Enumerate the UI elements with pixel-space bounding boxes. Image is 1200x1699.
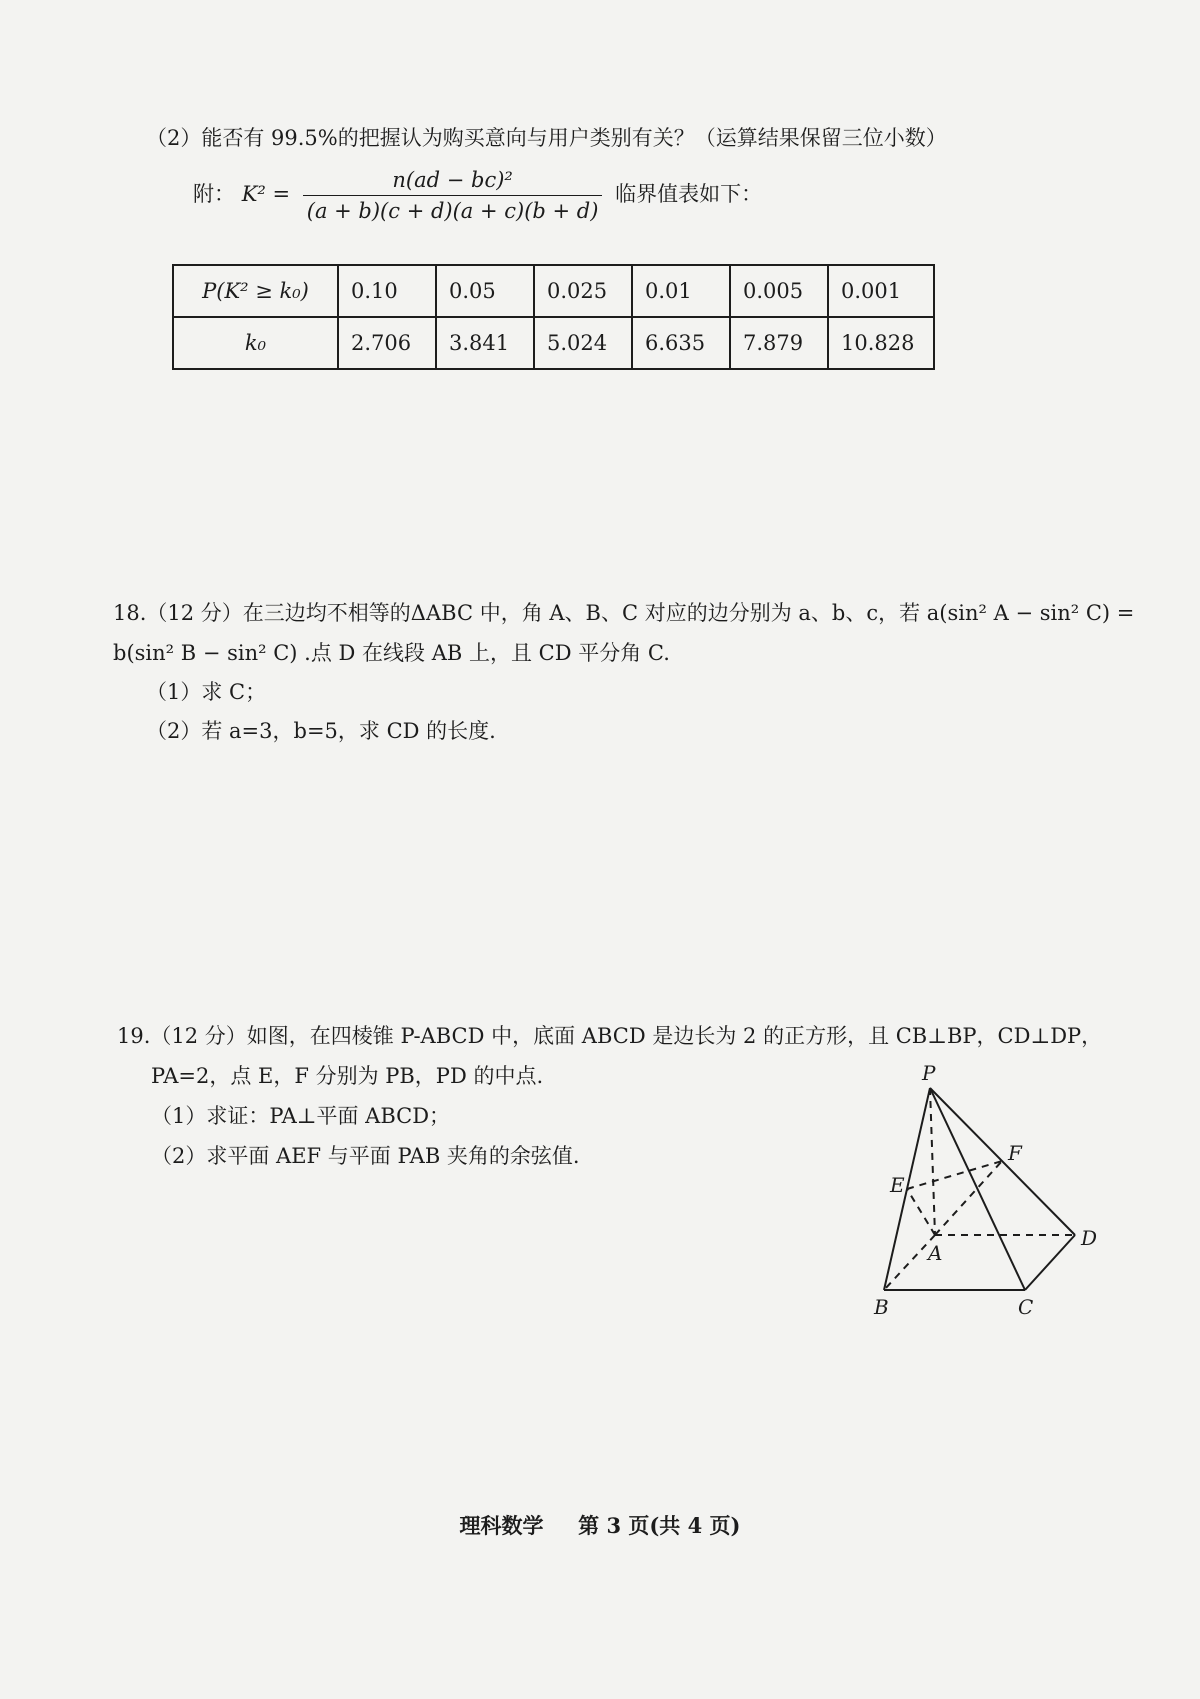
page-footer (0, 1510, 1200, 1540)
edge-CD (1025, 1235, 1075, 1290)
table-cell: 10.828 (828, 317, 934, 369)
appendix-suffix: 临界值表如下： (615, 182, 763, 206)
formula-lhs: K² = (241, 182, 291, 206)
q17-part2-text: （2）能否有 99.5%的把握认为购买意向与用户类别有关？（运算结果保留三位小数） (146, 126, 947, 150)
table-cell: 0.025 (534, 265, 632, 317)
table-cell: 0.001 (828, 265, 934, 317)
label-E: E (890, 1173, 905, 1197)
table-cell: 3.841 (436, 317, 534, 369)
label-A: A (928, 1241, 943, 1265)
edge-EF (907, 1161, 1002, 1189)
table-header-k0: k₀ (173, 317, 338, 369)
table-header-probability: P(K² ≥ k₀) (173, 265, 338, 317)
table-cell: 6.635 (632, 317, 730, 369)
label-D: D (1081, 1226, 1098, 1250)
label-B: B (874, 1295, 889, 1319)
label-P: P (922, 1061, 936, 1085)
edge-PC (930, 1088, 1025, 1290)
table-cell: 0.005 (730, 265, 828, 317)
table-cell: 2.706 (338, 317, 436, 369)
edge-PD (930, 1088, 1075, 1235)
footer-page-number: 第 3 页(共 4 页) (578, 1513, 741, 1538)
q18-part1: （1）求 C； (146, 680, 267, 704)
table-cell: 0.01 (632, 265, 730, 317)
table-cell: 0.10 (338, 265, 436, 317)
appendix-prefix: 附： (193, 182, 235, 206)
formula-denominator: (a + b)(c + d)(a + c)(b + d) (306, 199, 599, 223)
table-cell: 7.879 (730, 317, 828, 369)
table-cell: 5.024 (534, 317, 632, 369)
q18-line2: b(sin² B − sin² C) .点 D 在线段 AB 上，且 CD 平分角 C. (113, 641, 670, 665)
label-F: F (1008, 1141, 1022, 1165)
q19-part1: （1）求证：PA⊥平面 ABCD； (151, 1104, 451, 1128)
q19-part2: （2）求平面 AEF 与平面 PAB 夹角的余弦值. (151, 1144, 580, 1168)
edge-AE (907, 1189, 935, 1235)
table-cell: 0.05 (436, 265, 534, 317)
edge-PA (930, 1088, 935, 1235)
footer-subject: 理科数学 (459, 1513, 544, 1538)
q18-part2: （2）若 a=3，b=5，求 CD 的长度. (146, 719, 496, 743)
label-C: C (1018, 1295, 1034, 1319)
q18-line1: 18.（12 分）在三边均不相等的ΔABC 中，角 A、B、C 对应的边分别为 a、b、c，若 a(sin² A − sin² C) = (113, 601, 1135, 625)
q19-line1: 19.（12 分）如图，在四棱锥 P-ABCD 中，底面 ABCD 是边长为 2 的正方形，且 CB⊥BP，CD⊥DP， (117, 1024, 1103, 1048)
formula-numerator: n(ad − bc)² (303, 168, 603, 196)
q19-line2: PA=2，点 E，F 分别为 PB，PD 的中点. (151, 1064, 544, 1088)
